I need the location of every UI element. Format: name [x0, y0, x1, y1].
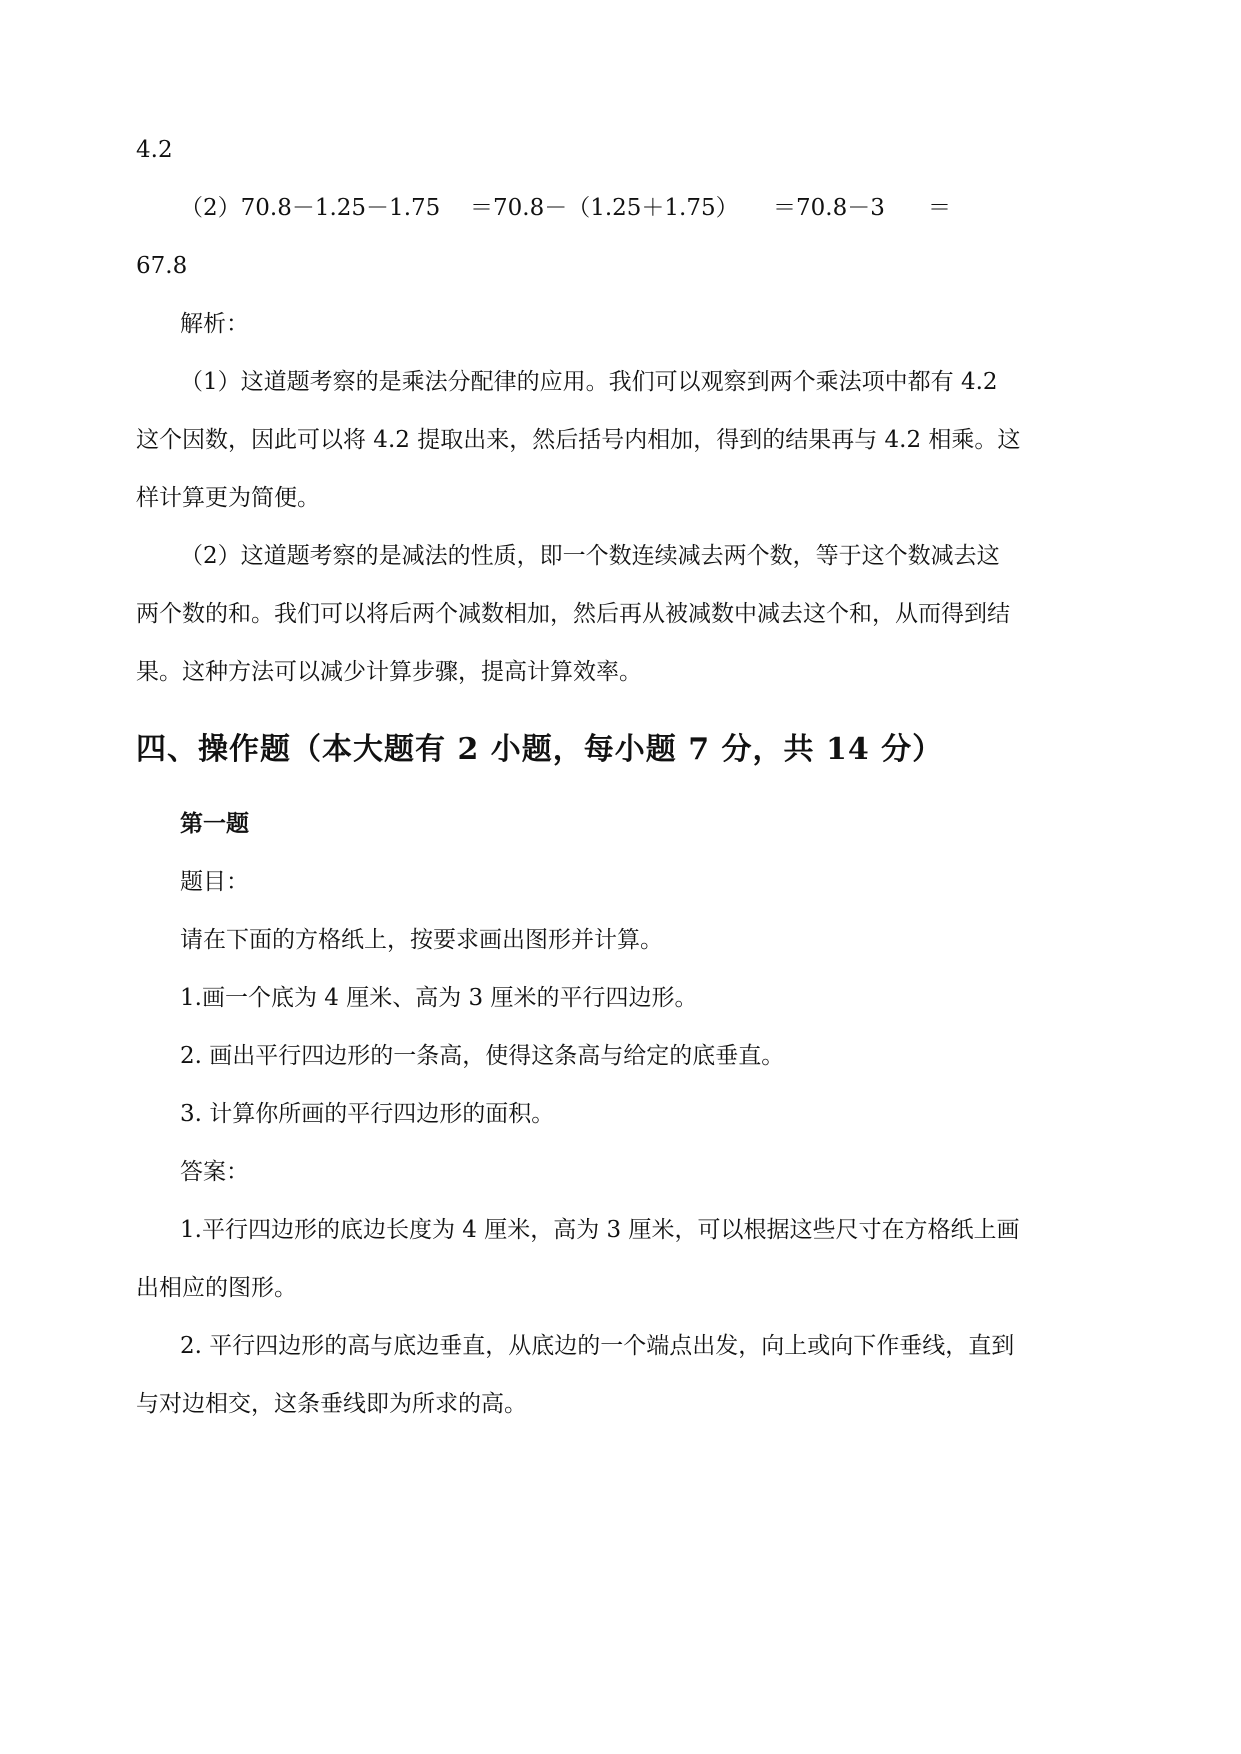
question-prompt: 请在下面的方格纸上，按要求画出图形并计算。	[180, 927, 663, 953]
section-heading: 四、操作题（本大题有 2 小题，每小题 7 分，共 14 分）	[136, 732, 944, 767]
equation-part: ＝70.8－3	[773, 195, 885, 221]
equation-part: ＝	[928, 195, 951, 221]
answer-line: 1.平行四边形的底边长度为 4 厘米，高为 3 厘米，可以根据这些尺寸在方格纸上画	[180, 1217, 1020, 1243]
question-item: 2. 画出平行四边形的一条高，使得这条高与给定的底垂直。	[180, 1043, 785, 1069]
question-title: 第一题	[180, 810, 249, 837]
text-line: 67.8	[136, 253, 188, 279]
equation-part: ＝70.8－（1.25＋1.75）	[470, 195, 739, 221]
equation-line	[0, 192, 1241, 224]
topic-label: 题目：	[180, 869, 249, 895]
answer-label: 答案：	[180, 1159, 249, 1185]
paragraph-line: 两个数的和。我们可以将后两个减数相加，然后再从被减数中减去这个和，从而得到结	[136, 601, 1010, 627]
question-item: 1.画一个底为 4 厘米、高为 3 厘米的平行四边形。	[180, 985, 698, 1011]
analysis-label: 解析：	[180, 311, 249, 337]
equation-part: （2）70.8－1.25－1.75	[180, 195, 441, 221]
question-item: 3. 计算你所画的平行四边形的面积。	[180, 1101, 555, 1127]
paragraph-line: 这个因数，因此可以将 4.2 提取出来，然后括号内相加，得到的结果再与 4.2 相乘。这	[136, 427, 1021, 453]
answer-line: 2. 平行四边形的高与底边垂直，从底边的一个端点出发，向上或向下作垂线，直到	[180, 1333, 1015, 1359]
answer-line: 与对边相交，这条垂线即为所求的高。	[136, 1391, 527, 1417]
paragraph-line: 样计算更为简便。	[136, 485, 320, 511]
paragraph-line: （1）这道题考察的是乘法分配律的应用。我们可以观察到两个乘法项中都有 4.2	[180, 369, 998, 395]
text-line: 4.2	[136, 137, 173, 163]
paragraph-line: （2）这道题考察的是减法的性质，即一个数连续减去两个数，等于这个数减去这	[180, 543, 1000, 569]
paragraph-line: 果。这种方法可以减少计算步骤，提高计算效率。	[136, 659, 642, 685]
answer-line: 出相应的图形。	[136, 1275, 297, 1301]
